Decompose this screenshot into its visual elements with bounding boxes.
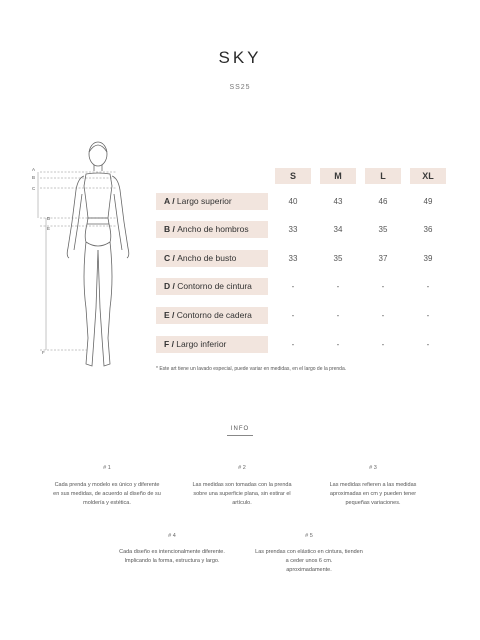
row-label-f: F / Largo inferior xyxy=(156,336,268,353)
cell-a-m: 43 xyxy=(333,197,343,206)
row-label-c: C / Ancho de busto xyxy=(156,250,268,267)
figure-letter-d: D xyxy=(47,216,51,221)
note-3-text xyxy=(303,481,443,508)
cell-c-l: 37 xyxy=(378,254,388,263)
row-letter: B xyxy=(164,224,171,234)
cell-f-l: - xyxy=(381,340,385,349)
cell-f-s: - xyxy=(291,340,295,349)
note-line: artículo. xyxy=(232,500,252,506)
note-line: aproximadas en cm y pueden tener xyxy=(329,491,417,497)
row-letter: A xyxy=(164,196,170,206)
row-letter: D xyxy=(164,281,171,291)
note-5-text xyxy=(239,548,379,575)
row-text: Contorno de cintura xyxy=(177,281,252,291)
row-text: Ancho de busto xyxy=(177,253,237,263)
note-2-text xyxy=(172,481,312,508)
cell-a-xl: 49 xyxy=(423,197,433,206)
cell-d-s: - xyxy=(291,282,295,291)
note-line: Las medidas refieren a las medidas xyxy=(329,482,417,488)
body-figure-illustration xyxy=(28,138,148,378)
note-2-number: # 2 xyxy=(238,465,246,471)
size-header-s: S xyxy=(275,168,311,184)
row-label-d: D / Contorno de cintura xyxy=(156,278,268,295)
cell-b-l: 35 xyxy=(378,225,388,234)
note-line: Cada diseño es intencionalmente diferente. xyxy=(119,549,225,555)
cell-d-xl: - xyxy=(426,282,430,291)
figure-letter-f: F xyxy=(42,350,45,355)
note-line: Las medidas son tomadas con la prenda xyxy=(192,482,292,488)
cell-c-m: 35 xyxy=(333,254,343,263)
note-4-number: # 4 xyxy=(168,533,176,539)
row-label-b: B / Ancho de hombros xyxy=(156,221,268,238)
figure-letter-a: A xyxy=(32,167,36,172)
info-heading: INFO xyxy=(230,426,250,432)
season-label: SS25 xyxy=(229,84,251,91)
cell-a-s: 40 xyxy=(288,197,298,206)
cell-f-m: - xyxy=(336,340,340,349)
figure-letter-e: E xyxy=(47,226,51,231)
note-line: aproximadamente. xyxy=(286,567,332,573)
note-line: Las prendas con elástico en cintura, tienden xyxy=(255,549,363,555)
cell-d-l: - xyxy=(381,282,385,291)
note-line: pequeñas variaciones. xyxy=(345,500,401,506)
row-label-a: A / Largo superior xyxy=(156,193,268,210)
note-line: a ceder unos 6 cm. xyxy=(285,558,333,564)
row-text: Contorno de cadera xyxy=(176,310,252,320)
cell-c-s: 33 xyxy=(288,254,298,263)
cell-b-s: 33 xyxy=(288,225,298,234)
note-line: sobre una superficie plana, sin estirar el xyxy=(193,491,291,497)
cell-c-xl: 39 xyxy=(423,254,433,263)
row-letter: E xyxy=(164,310,170,320)
figure-letter-c: C xyxy=(32,186,36,191)
row-letter: C xyxy=(164,253,171,263)
note-5-number: # 5 xyxy=(305,533,313,539)
cell-d-m: - xyxy=(336,282,340,291)
cell-f-xl: - xyxy=(426,340,430,349)
cell-b-m: 34 xyxy=(333,225,343,234)
note-1-number: # 1 xyxy=(103,465,111,471)
cell-e-s: - xyxy=(291,311,295,320)
cell-a-l: 46 xyxy=(378,197,388,206)
note-line: en sus medidas, de acuerdo al diseño de su xyxy=(53,491,161,497)
row-label-e: E / Contorno de cadera xyxy=(156,307,268,324)
figure-letter-b: B xyxy=(32,175,36,180)
size-table-footnote: * Este art tiene un lavado especial, puede variar en medidas, en el largo de la prenda. xyxy=(156,366,347,372)
size-header-xl: XL xyxy=(410,168,446,184)
note-3-number: # 3 xyxy=(369,465,377,471)
note-line: moldería y estética. xyxy=(83,500,131,506)
cell-e-l: - xyxy=(381,311,385,320)
cell-e-m: - xyxy=(336,311,340,320)
row-text: Largo superior xyxy=(176,196,232,206)
row-text: Largo inferior xyxy=(176,339,227,349)
row-text: Ancho de hombros xyxy=(177,224,249,234)
note-line: Cada prenda y modelo es único y diferente xyxy=(54,482,160,488)
note-line: Implicando la forma, estructura y largo. xyxy=(124,558,220,564)
product-title: SKY xyxy=(218,48,262,67)
note-1-text xyxy=(37,481,177,508)
size-header-m: M xyxy=(320,168,356,184)
info-underline xyxy=(227,435,253,436)
size-header-l: L xyxy=(365,168,401,184)
note-4-text xyxy=(102,548,242,566)
row-letter: F xyxy=(164,339,170,349)
cell-e-xl: - xyxy=(426,311,430,320)
cell-b-xl: 36 xyxy=(423,225,433,234)
